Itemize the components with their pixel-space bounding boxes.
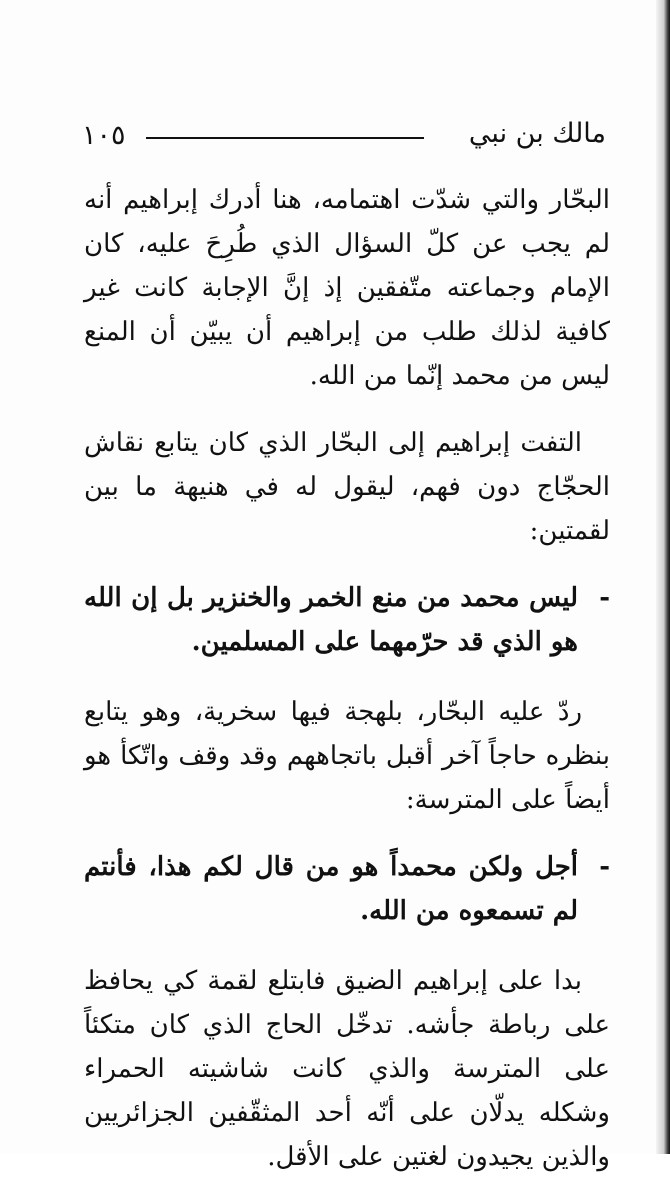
dialogue-line-1 [84,576,610,664]
dialogue-dash: - [599,583,610,613]
page-number: ١٠٥ [82,120,126,151]
page-edge-shadow [656,0,670,1154]
dialogue-dash: - [599,852,610,882]
paragraph-2: التفت إبراهيم إلى البحّار الذي كان يتابع نقاش الحجّاج دون فهم، ليقول له في هنيهة ما بين لقمتين: [84,428,610,546]
running-title: مالك بن نبي [468,118,606,149]
dialogue-text-2: أجل ولكن محمداً هو من قال لكم هذا، فأنتم لم تسمعوه من الله. [84,852,578,926]
paragraph-4: بدا على إبراهيم الضيق فابتلع لقمة كي يحافظ على رباطة جأشه. تدخّل الحاج الذي كان متكئاً على المترسة والذي كانت شاشيته الحمراء وشكله يدلّان على أنّه أحد المثقّفين الجزائريين والذين يجيدون لغتين على الأقل. [84,966,610,1172]
paragraph-1: البحّار والتي شدّت اهتمامه، هنا أدرك إبراهيم أنه لم يجب عن كلّ السؤال الذي طُرِحَ عليه، كان الإمام وجماعته متّفقين إذ إنَّ الإجابة كانت غير كافية لذلك طلب من إبراهيم أن يبيّن أن المنع ليس من محمد إنّما من الله. [84,185,610,391]
page-header [80,118,606,158]
dialogue-text-1: ليس محمد من منع الخمر والخنزير بل إن الله هو الذي قد حرّمهما على المسلمين. [84,583,578,657]
body-text [84,178,610,1202]
paragraph-3: ردّ عليه البحّار، بلهجة فيها سخرية، وهو يتابع بنظره حاجاً آخر أقبل باتجاههم وقد وقف واتّكأ هو أيضاً على المترسة: [84,697,610,815]
dialogue-line-2 [84,845,610,933]
header-rule [146,137,424,139]
